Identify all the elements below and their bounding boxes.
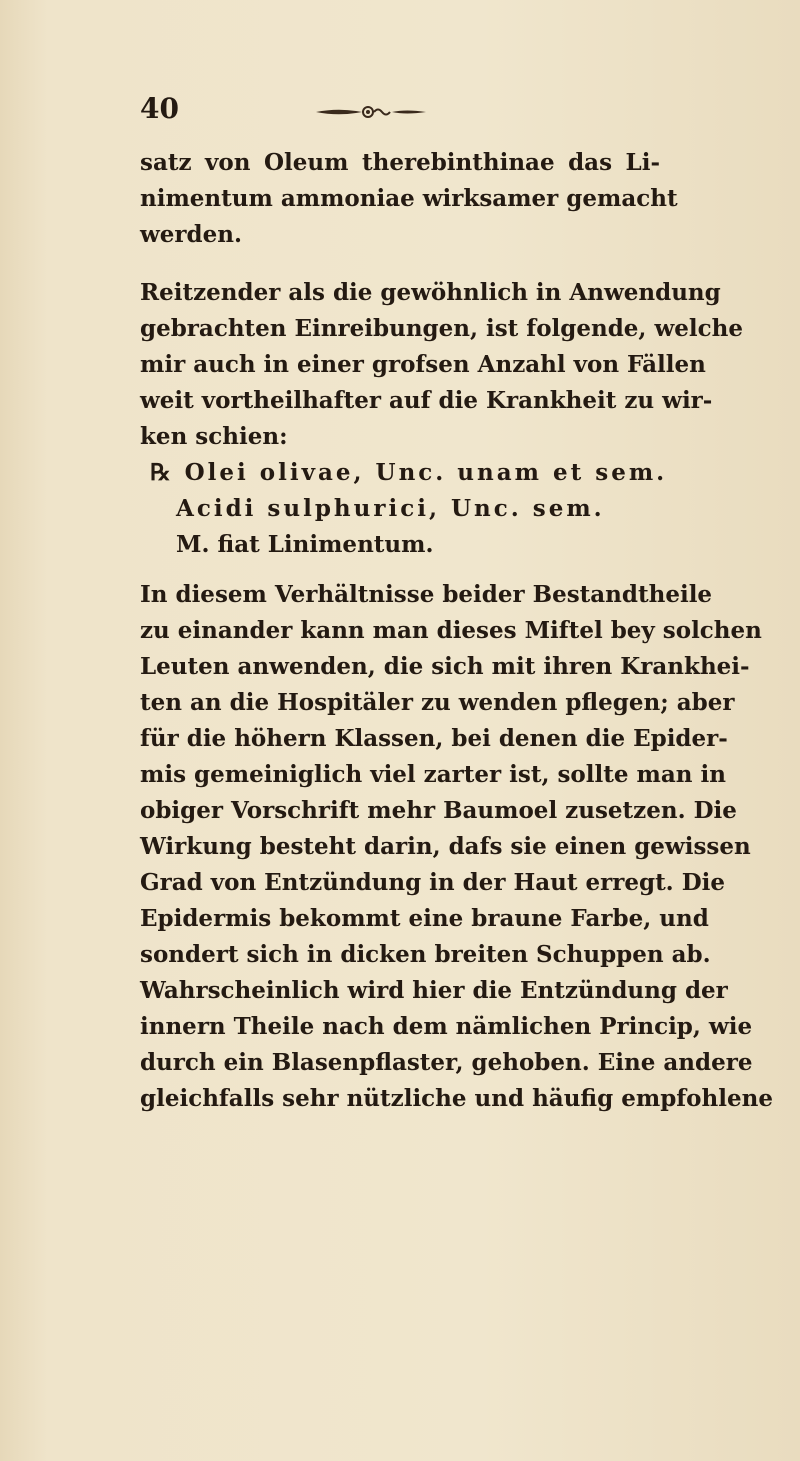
- recipe-line-2: Acidi sulphurici, Unc. sem.: [176, 495, 605, 522]
- text-line-16: Wirkung besteht darin, dafs sie einen gewissen: [140, 833, 751, 860]
- text-line-14: mis gemeiniglich viel zarter ist, sollte man in: [140, 761, 726, 788]
- text-line-11: Leuten anwenden, die sich mit ihren Krankhei-: [140, 653, 750, 680]
- text-line-18: Epidermis bekommt eine braune Farbe, und: [140, 905, 709, 932]
- text-line-20: Wahrscheinlich wird hier die Entzündung der: [140, 977, 728, 1004]
- ornament-rule-icon: [316, 104, 426, 120]
- text-line-6: mir auch in einer grofsen Anzahl von Fällen: [140, 351, 706, 378]
- body-text: [140, 145, 773, 1117]
- text-line-13: für die höhern Klassen, bei denen die Epider-: [140, 725, 728, 752]
- text-line-10: zu einander kann man dieses Miftel bey solchen: [140, 617, 762, 644]
- text-line-15: obiger Vorschrift mehr Baumoel zusetzen. Die: [140, 797, 737, 824]
- recipe-line-1: ℞ Olei olivae, Unc. unam et sem.: [150, 459, 668, 486]
- text-line-2: nimentum ammoniae wirksamer gemacht: [140, 185, 678, 212]
- text-line-19: sondert sich in dicken breiten Schuppen ab.: [140, 941, 711, 968]
- text-line-3: werden.: [140, 221, 242, 248]
- text-line-8: ken schien:: [140, 423, 288, 450]
- page-number: 40: [140, 92, 179, 125]
- text-line-5: gebrachten Einreibungen, ist folgende, welche: [140, 315, 743, 342]
- text-line-22: durch ein Blasenpflaster, gehoben. Eine andere: [140, 1049, 753, 1076]
- text-line-12: ten an die Hospitäler zu wenden pflegen; aber: [140, 689, 735, 716]
- text-line-4: Reitzender als die gewöhnlich in Anwendung: [140, 279, 721, 306]
- text-line-23: gleichfalls sehr nützliche und häufig empfohlene: [140, 1085, 773, 1112]
- text-line-21: innern Theile nach dem nämlichen Princip, wie: [140, 1013, 753, 1040]
- page-header: [140, 92, 660, 132]
- recipe-line-3: M. fiat Linimentum.: [176, 531, 434, 558]
- text-line-1: satz von Oleum therebinthinae das Li-: [140, 149, 660, 176]
- text-line-17: Grad von Entzündung in der Haut erregt. Die: [140, 869, 726, 896]
- text-line-7: weit vortheilhafter auf die Krankheit zu wir-: [140, 387, 713, 414]
- text-line-9: In diesem Verhältnisse beider Bestandtheile: [140, 581, 713, 608]
